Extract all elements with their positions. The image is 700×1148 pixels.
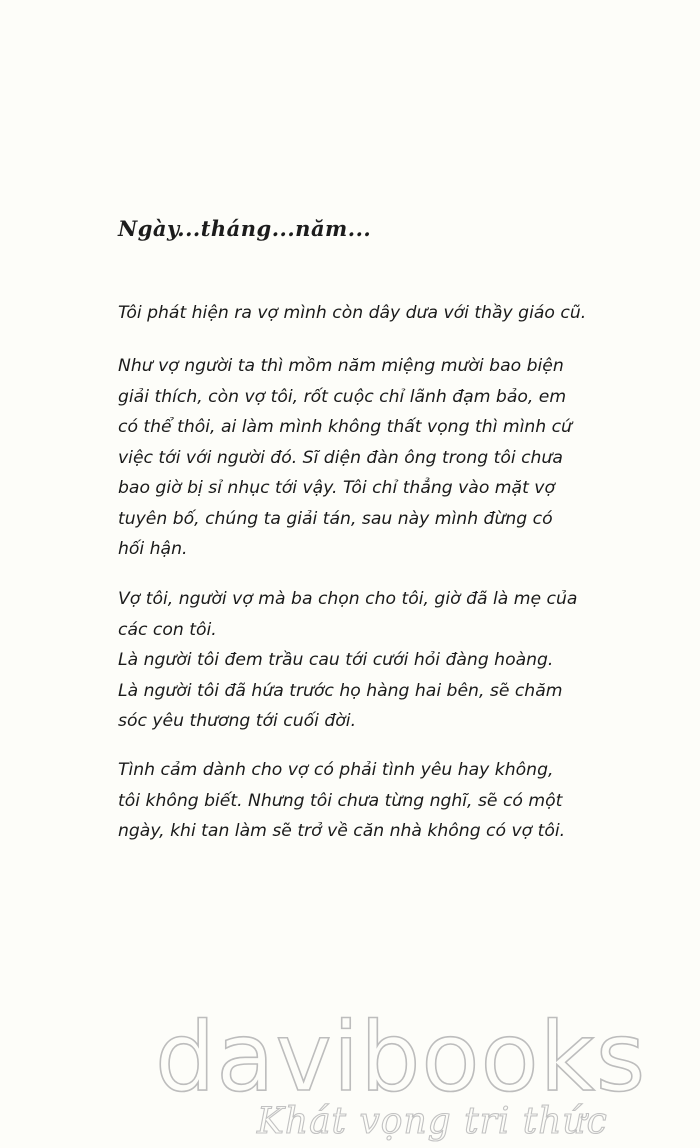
paragraph-3 bbox=[118, 584, 588, 737]
text-line: hối hận. bbox=[118, 539, 188, 559]
text-line: giải thích, còn vợ tôi, rốt cuộc chỉ lãnh đạm bảo, em bbox=[118, 386, 567, 407]
text-line: tuyên bố, chúng ta giải tán, sau này mình đừng có bbox=[118, 508, 553, 529]
paragraph-1 bbox=[118, 298, 588, 329]
text-line: Là người tôi đã hứa trước họ hàng hai bên, sẽ chăm bbox=[118, 680, 563, 701]
text-line: Vợ tôi, người vợ mà ba chọn cho tôi, giờ đã là mẹ của bbox=[118, 589, 578, 609]
text-line: tôi không biết. Nhưng tôi chưa từng nghĩ, sẽ có một bbox=[118, 790, 563, 811]
diary-date-heading: Ngày...tháng...năm... bbox=[118, 216, 372, 241]
publisher-watermark bbox=[155, 1003, 700, 1148]
text-line: sóc yêu thương tới cuối đời. bbox=[118, 711, 357, 731]
text-line: Tôi phát hiện ra vợ mình còn dây dưa với thầy giáo cũ. bbox=[118, 303, 587, 323]
text-line: Như vợ người ta thì mồm năm miệng mười bao biện bbox=[118, 356, 564, 376]
text-line: bao giờ bị sỉ nhục tới vậy. Tôi chỉ thẳng vào mặt vợ bbox=[118, 478, 555, 498]
text-line: các con tôi. bbox=[118, 619, 217, 640]
watermark-slogan: Khát vọng tri thức bbox=[257, 1101, 608, 1142]
text-line: việc tới với người đó. Sĩ diện đàn ông trong tôi chưa bbox=[118, 447, 563, 468]
text-line: ngày, khi tan làm sẽ trở về căn nhà không có vợ tôi. bbox=[118, 821, 566, 841]
text-line: có thể thôi, ai làm mình không thất vọng thì mình cứ bbox=[118, 417, 572, 437]
paragraph-4 bbox=[118, 755, 588, 847]
text-line: Tình cảm dành cho vợ có phải tình yêu hay không, bbox=[118, 760, 554, 780]
watermark-brand: davibooks bbox=[155, 1003, 647, 1113]
text-line: Là người tôi đem trầu cau tới cưới hỏi đàng hoàng. bbox=[118, 650, 554, 670]
paragraph-2 bbox=[118, 351, 588, 565]
